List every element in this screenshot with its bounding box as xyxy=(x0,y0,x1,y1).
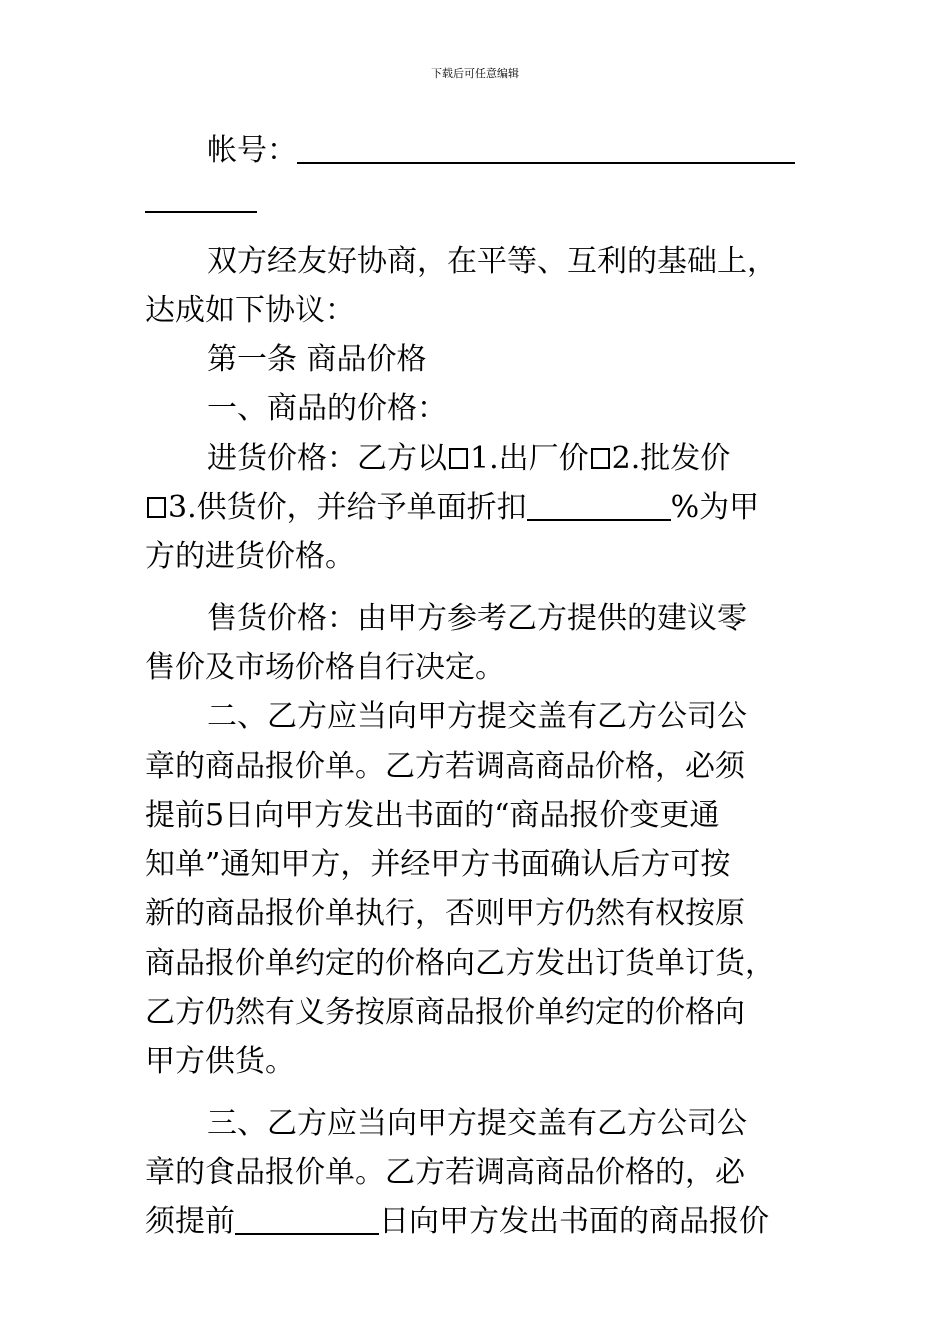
checkbox-supply-price[interactable] xyxy=(147,497,166,518)
purchase-price-line-1 xyxy=(145,434,805,483)
section-3-lead: 须提前 xyxy=(145,1204,235,1240)
intro-line-1: 双方经友好协商，在平等、互利的基础上， xyxy=(207,243,777,279)
section-2-line-5: 新的商品报价单执行，否则甲方仍然有权按原 xyxy=(145,896,745,932)
section-2-line-2: 章的商品报价单。乙方若调高商品价格，必须 xyxy=(145,748,745,784)
purchase-price-line-2 xyxy=(145,483,805,532)
option-supply-price: 3.供货价，并给予单面折扣 xyxy=(168,490,527,526)
account-blank xyxy=(297,132,795,164)
section-2-line-3: 提前5日向甲方发出书面的“商品报价变更通 xyxy=(145,797,720,833)
checkbox-factory-price[interactable] xyxy=(449,448,468,469)
account-line xyxy=(145,126,805,175)
section-2-line-6: 商品报价单约定的价格向乙方发出订货单订货， xyxy=(145,945,775,981)
section-3-line-1: 三、乙方应当向甲方提交盖有乙方公司公 xyxy=(207,1105,747,1141)
notice-days-blank xyxy=(235,1203,379,1235)
account-label: 帐号： xyxy=(207,133,297,168)
section-2-line-8: 甲方供货。 xyxy=(145,1044,295,1080)
purchase-price-line-3: 方的进货价格。 xyxy=(145,539,355,575)
option-factory-price: 1.出厂价 xyxy=(470,440,589,476)
intro-line-2: 达成如下协议： xyxy=(145,292,355,328)
option-wholesale-price: 2.批发价 xyxy=(611,440,731,476)
document-body xyxy=(145,126,805,1247)
sale-price-line-1: 售货价格：由甲方参考乙方提供的建议零 xyxy=(207,600,747,636)
section-1-heading: 一、商品的价格： xyxy=(207,391,447,427)
section-3-line-3 xyxy=(145,1197,805,1246)
account-line-continued xyxy=(145,175,805,224)
checkbox-wholesale-price[interactable] xyxy=(591,448,610,469)
section-2-line-4: 知单”通知甲方，并经甲方书面确认后方可按 xyxy=(145,847,731,883)
section-2-line-7: 乙方仍然有义务按原商品报价单约定的价格向 xyxy=(145,995,745,1031)
page-header-note: 下载后可任意编辑 xyxy=(431,67,519,80)
article-1-title: 第一条 商品价格 xyxy=(207,342,427,378)
section-3-line-2: 章的食品报价单。乙方若调高商品价格的，必 xyxy=(145,1154,745,1190)
discount-blank xyxy=(527,489,671,521)
section-2-line-1: 二、乙方应当向甲方提交盖有乙方公司公 xyxy=(207,699,747,735)
purchase-lead: 进货价格：乙方以 xyxy=(207,440,447,476)
section-3-after-blank: 日向甲方发出书面的商品报价 xyxy=(379,1204,769,1240)
purchase-after-blank: %为甲 xyxy=(670,490,760,526)
account-blank-continued xyxy=(145,181,257,213)
sale-price-line-2: 售价及市场价格自行决定。 xyxy=(145,649,505,685)
